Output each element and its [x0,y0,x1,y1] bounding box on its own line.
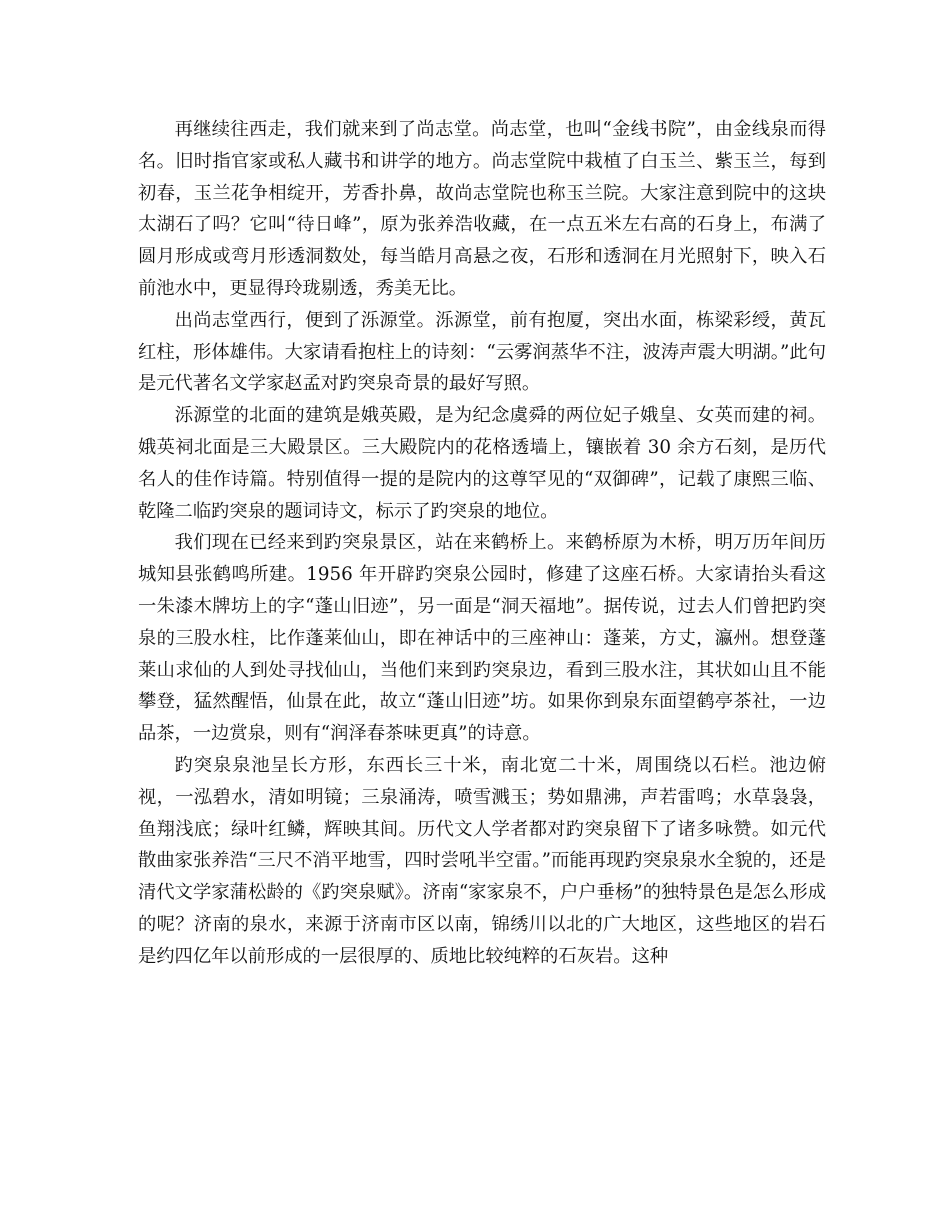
paragraph-shangzhitang: 再继续往西走，我们就来到了尚志堂。尚志堂，也叫“金线书院”，由金线泉而得名。旧时指官家或私人藏书和讲学的地方。尚志堂院中栽植了白玉兰、紫玉兰，每到初春，玉兰花争相绽开，芳香扑鼻，故尚志堂院也称玉兰院。大家注意到院中的这块太湖石了吗？它叫“待日峰”，原为张养浩收藏，在一点五米左右高的石身上，布满了圆月形成或弯月形透洞数处，每当皓月高悬之夜，石形和透洞在月光照射下，映入石前池水中，更显得玲珑剔透，秀美无比。 [138,119,826,299]
paragraph-baotu-spring-pool: 趵突泉泉池呈长方形，东西长三十米，南北宽二十米，周围绕以石栏。池边俯视，一泓碧水，清如明镜；三泉涌涛，喷雪溅玉；势如鼎沸，声若雷鸣；水草袅袅，鱼翔浅底；绿叶红鳞，辉映其间。历代文人学者都对趵突泉留下了诸多咏赞。如元代散曲家张养浩“三尺不消平地雪，四时尝吼半空雷。”而能再现趵突泉泉水全貌的，还是清代文学家蒲松龄的《趵突泉赋》。济南“家家泉不，户户垂杨”的独特景色是怎么形成的呢？济南的泉水，来源于济南市区以南，锦绣川以北的广大地区，这些地区的岩石是约四亿年以前形成的一层很厚的、质地比较纯粹的石灰岩。这种 [138,754,826,967]
document-body [138,114,826,973]
paragraph-eying-hall: 泺源堂的北面的建筑是娥英殿，是为纪念虞舜的两位妃子娥皇、女英而建的祠。娥英祠北面是三大殿景区。三大殿院内的花格透墙上，镶嵌着 30 余方石刻，是历代名人的佳作诗篇。特别值得一提的是院内的这尊罕见的“双御碑”，记载了康熙三临、乾隆二临趵突泉的题词诗文，标示了趵突泉的地位。 [138,405,826,522]
paragraph-laihe-bridge: 我们现在已经来到趵突泉景区，站在来鹤桥上。来鹤桥原为木桥，明万历年间历城知县张鹤鸣所建。1956 年开辟趵突泉公园时，修建了这座石桥。大家请抬头看这一朱漆木牌坊上的字“蓬山旧迹”，另一面是“洞天福地”。据传说，过去人们曾把趵突泉的三股水柱，比作蓬莱仙山，即在神话中的三座神山：蓬莱，方丈，瀛州。想登蓬莱山求仙的人到处寻找仙山，当他们来到趵突泉边，看到三股水注，其状如山且不能攀登，猛然醒悟，仙景在此，故立“蓬山旧迹”坊。如果你到泉东面望鹤亭茶社，一边品茶，一边赏泉，则有“润泽春茶味更真”的诗意。 [138,532,826,745]
paragraph-luoyuantang: 出尚志堂西行，便到了泺源堂。泺源堂，前有抱厦，突出水面，栋梁彩绶，黄瓦红柱，形体雄伟。大家请看抱柱上的诗刻：“云雾润蒸华不注，波涛声震大明湖。”此句是元代著名文学家赵孟对趵突泉奇景的最好写照。 [138,309,826,395]
